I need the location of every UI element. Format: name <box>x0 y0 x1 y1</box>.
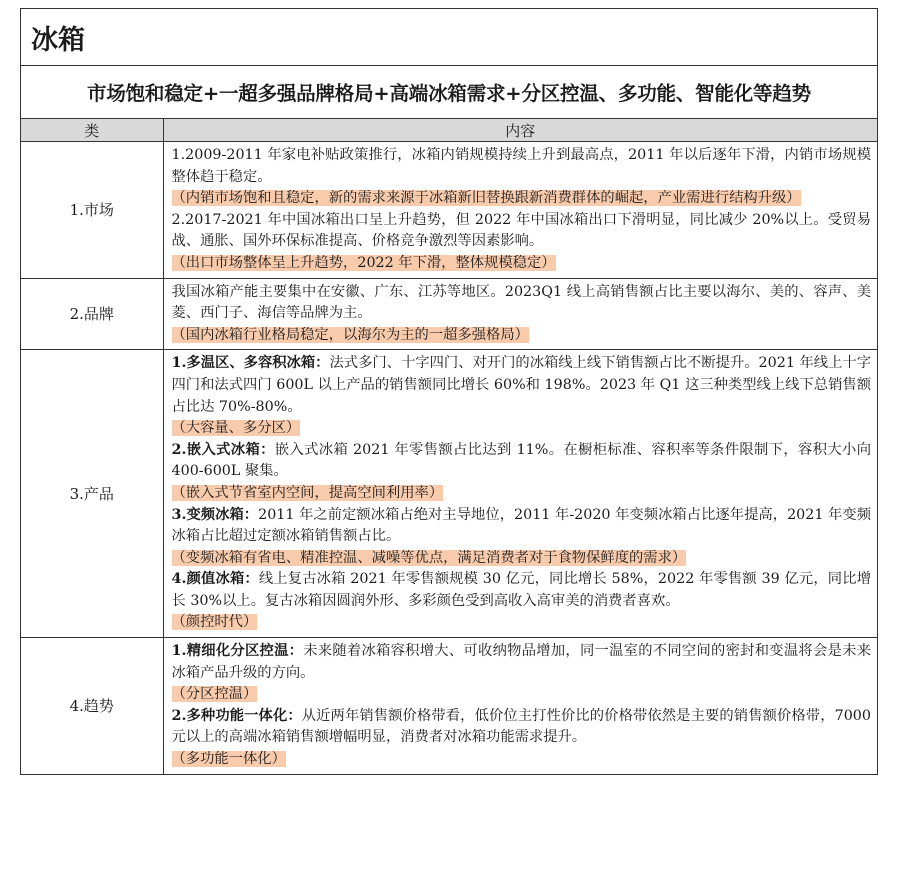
summary-text: （颜控时代） <box>171 614 258 631</box>
table-row <box>21 142 877 279</box>
row-category: 2.品牌 <box>21 278 163 350</box>
table-row <box>21 638 877 774</box>
highlighted-summary <box>172 325 872 347</box>
header-content: 内容 <box>163 119 877 142</box>
summary-text: （国内冰箱行业格局稳定，以海尔为主的一超多强格局） <box>171 326 529 343</box>
content-paragraph <box>172 353 872 418</box>
table-row <box>21 278 877 350</box>
paragraph-text: 线上复古冰箱 2021 年零售额规模 30 亿元，同比增长 58%，2022 年零售额 39 亿元，同比增长 30%以上。复古冰箱因圆润外形、多彩颜色受到高收入高审美的消费者喜欢。 <box>171 571 871 609</box>
table-header-row <box>21 119 877 142</box>
content-paragraph <box>172 282 872 325</box>
summary-text: （出口市场整体呈上升趋势，2022 年下滑，整体规模稳定） <box>171 254 556 271</box>
item-heading: 2.多种功能一体化： <box>171 707 302 724</box>
content-paragraph <box>172 569 872 612</box>
paragraph-text: 1.2009-2011 年家电补贴政策推行，冰箱内销规模持续上升到最高点，2011 年以后逐年下滑，内销市场规模整体趋于稳定。 <box>171 147 871 185</box>
paragraph-text: 嵌入式冰箱 2021 年零售额占比达到 11%。在橱柜标准、容积率等条件限制下，容积大小向 400-600L 聚集。 <box>171 441 871 480</box>
highlighted-summary <box>172 188 872 210</box>
summary-text: （嵌入式节省室内空间，提高空间利用率） <box>171 484 444 501</box>
page-title: 冰箱 <box>21 9 877 66</box>
paragraph-text: 从近两年销售额价格带看，低价位主打性价比的价格带依然是主要的销售额价格带，7000 元以上的高端冰箱销售额增幅明显，消费者对冰箱功能需求提升。 <box>171 707 871 746</box>
summary-text: （内销市场饱和且稳定，新的需求来源于冰箱新旧替换跟新消费群体的崛起，产业需进行结构升级） <box>171 190 801 207</box>
item-heading: 1.精细化分区控温： <box>171 643 304 660</box>
highlighted-summary <box>172 548 872 570</box>
content-paragraph <box>172 505 872 548</box>
paragraph-text: 我国冰箱产能主要集中在安徽、广东、江苏等地区。2023Q1 线上高销售额占比主要以海尔、美的、容声、美菱、西门子、海信等品牌为主。 <box>171 283 871 322</box>
paragraph-text: 法式多门、十字四门、对开门的冰箱线上线下销售额占比不断提升。2021 年线上十字四门和法式四门 600L 以上产品的销售额同比增长 60%和 198%。2023 年 Q1 这三种类型线上线下总销售额占比达 70%-80%。 <box>171 355 871 415</box>
row-content <box>163 142 877 279</box>
page-subtitle: 市场饱和稳定+一超多强品牌格局+高端冰箱需求+分区控温、多功能、智能化等趋势 <box>21 66 877 119</box>
content-paragraph <box>172 440 872 483</box>
summary-text: （变频冰箱有省电、精准控温、减噪等优点，满足消费者对于食物保鲜度的需求） <box>171 549 687 566</box>
paragraph-text: 2011 年之前定额冰箱占绝对主导地位，2011 年-2020 年变频冰箱占比逐年提高，2021 年变频冰箱占比超过定额冰箱销售额占比。 <box>171 506 871 545</box>
highlighted-summary <box>172 684 872 706</box>
highlighted-summary <box>172 612 872 634</box>
highlighted-summary <box>172 253 872 275</box>
item-heading: 4.颜值冰箱： <box>171 571 259 588</box>
content-paragraph <box>172 641 872 684</box>
content-paragraph <box>172 706 872 749</box>
row-category: 3.产品 <box>21 350 163 638</box>
highlighted-summary <box>172 483 872 505</box>
item-heading: 2.嵌入式冰箱： <box>171 441 275 458</box>
row-category: 4.趋势 <box>21 638 163 774</box>
content-paragraph <box>172 210 872 253</box>
summary-text: （多功能一体化） <box>171 751 286 768</box>
document-frame <box>20 8 878 775</box>
header-category: 类 <box>21 119 163 142</box>
row-content <box>163 350 877 638</box>
row-content <box>163 638 877 774</box>
row-content <box>163 278 877 350</box>
highlighted-summary <box>172 418 872 440</box>
item-heading: 3.变频冰箱： <box>171 506 259 523</box>
summary-text: （大容量、多分区） <box>171 420 301 437</box>
row-category: 1.市场 <box>21 142 163 279</box>
summary-text: （分区控温） <box>171 686 258 703</box>
table-row <box>21 350 877 638</box>
item-heading: 1.多温区、多容积冰箱： <box>171 355 330 372</box>
content-table <box>21 119 877 774</box>
paragraph-text: 2.2017-2021 年中国冰箱出口呈上升趋势，但 2022 年中国冰箱出口下滑明显，同比减少 20%以上。受贸易战、通胀、国外环保标准提高、价格竞争激烈等因素影响。 <box>171 211 871 250</box>
content-paragraph <box>172 145 872 188</box>
highlighted-summary <box>172 749 872 771</box>
paragraph-text: 未来随着冰箱容积增大、可收纳物品增加，同一温室的不同空间的密封和变温将会是未来冰箱产品升级的方向。 <box>171 643 871 681</box>
